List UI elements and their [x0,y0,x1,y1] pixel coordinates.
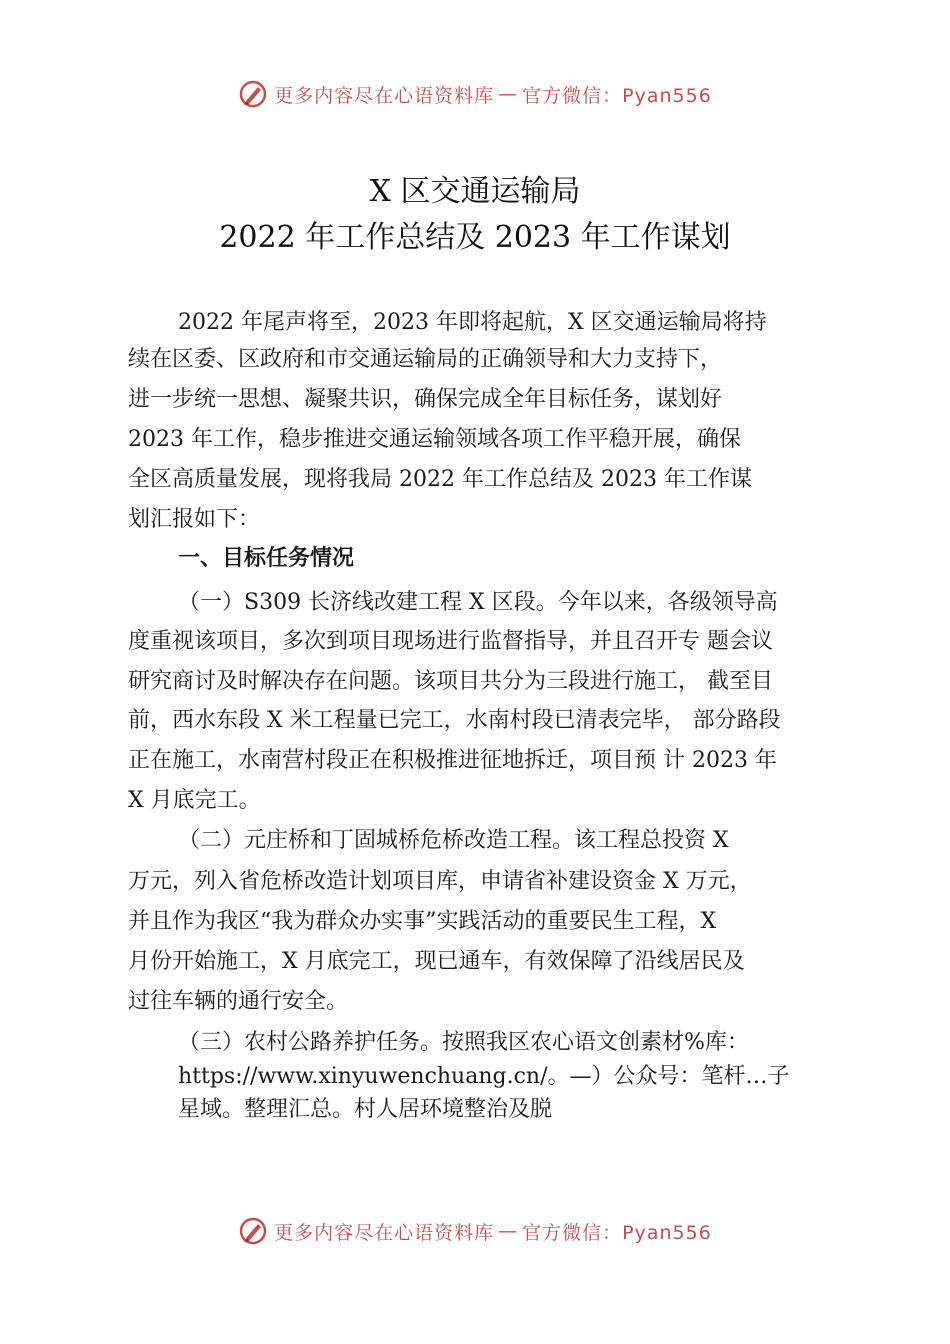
body-line: 过往车辆的通行安全。 [128,989,349,1014]
body-line: 万元，列入省危桥改造计划项目库，申请省补建设资金 X 万元， [128,869,752,894]
pen-logo-icon [238,79,268,109]
body-line: 度重视该项目，多次到项目现场进行监督指导，并且召开专 题会议 [128,629,773,654]
document-subtitle: 2022 年工作总结及 2023 年工作谋划 [219,220,731,255]
body-line: 星域。整理汇总。村人居环境整治及脱 [178,1097,553,1122]
body-line: （二）元庄桥和丁固城桥危桥改造工程。该工程总投资 X [178,828,729,853]
body-line: X 月底完工。 [128,788,261,813]
watermark-separator: — [498,1220,519,1242]
body-line: （一）S309 长济线改建工程 X 区段。今年以来，各级领导高 [178,590,778,615]
body-line: 2022 年尾声将至，2023 年即将起航，X 区交通运输局将持 [178,310,767,335]
watermark-text: 更多内容尽在心语资料库 [274,1221,495,1244]
watermark-contact: 官方微信：Pyan556 [522,1221,712,1244]
watermark-text: 更多内容尽在心语资料库 [274,84,495,107]
body-line: （三）农村公路养护任务。按照我区农心语文创素材%库： [178,1030,749,1055]
body-line: 月份开始施工，X 月底完工，现已通车，有效保障了沿线居民及 [128,949,745,974]
document-title: X 区交通运输局 [369,174,581,209]
body-line: 划汇报如下： [128,507,261,532]
body-line: 进一步统一思想、凝聚共识，确保完成全年目标任务，谋划好 [128,387,723,412]
header-watermark [0,74,950,114]
body-line: 前，西水东段 X 米工程量已完工，水南村段已清表完毕， 部分路段 [128,708,781,733]
watermark-contact: 官方微信：Pyan556 [522,84,712,107]
section-heading: 一、目标任务情况 [178,546,355,571]
pen-logo-icon [238,1216,268,1246]
body-line: 正在施工，水南营村段正在积极推进征地拆迁，项目预 计 2023 年 [128,748,777,773]
body-line: 并且作为我区“我为群众办实事”实践活动的重要民生工程，X [128,909,717,934]
body-line: 续在区委、区政府和市交通运输局的正确领导和大力支持下， [128,347,723,372]
watermark-separator: — [498,83,519,105]
body-line: https://www.xinyuwenchuang.cn/。—）公众号：笔杆…子 [178,1064,790,1089]
footer-watermark [0,1211,950,1251]
body-line: 研究商讨及时解决存在问题。该项目共分为三段进行施工， 截至目 [128,669,773,694]
body-line: 全区高质量发展，现将我局 2022 年工作总结及 2023 年工作谋 [128,467,752,492]
body-line: 2023 年工作，稳步推进交通运输领域各项工作平稳开展，确保 [128,427,741,452]
